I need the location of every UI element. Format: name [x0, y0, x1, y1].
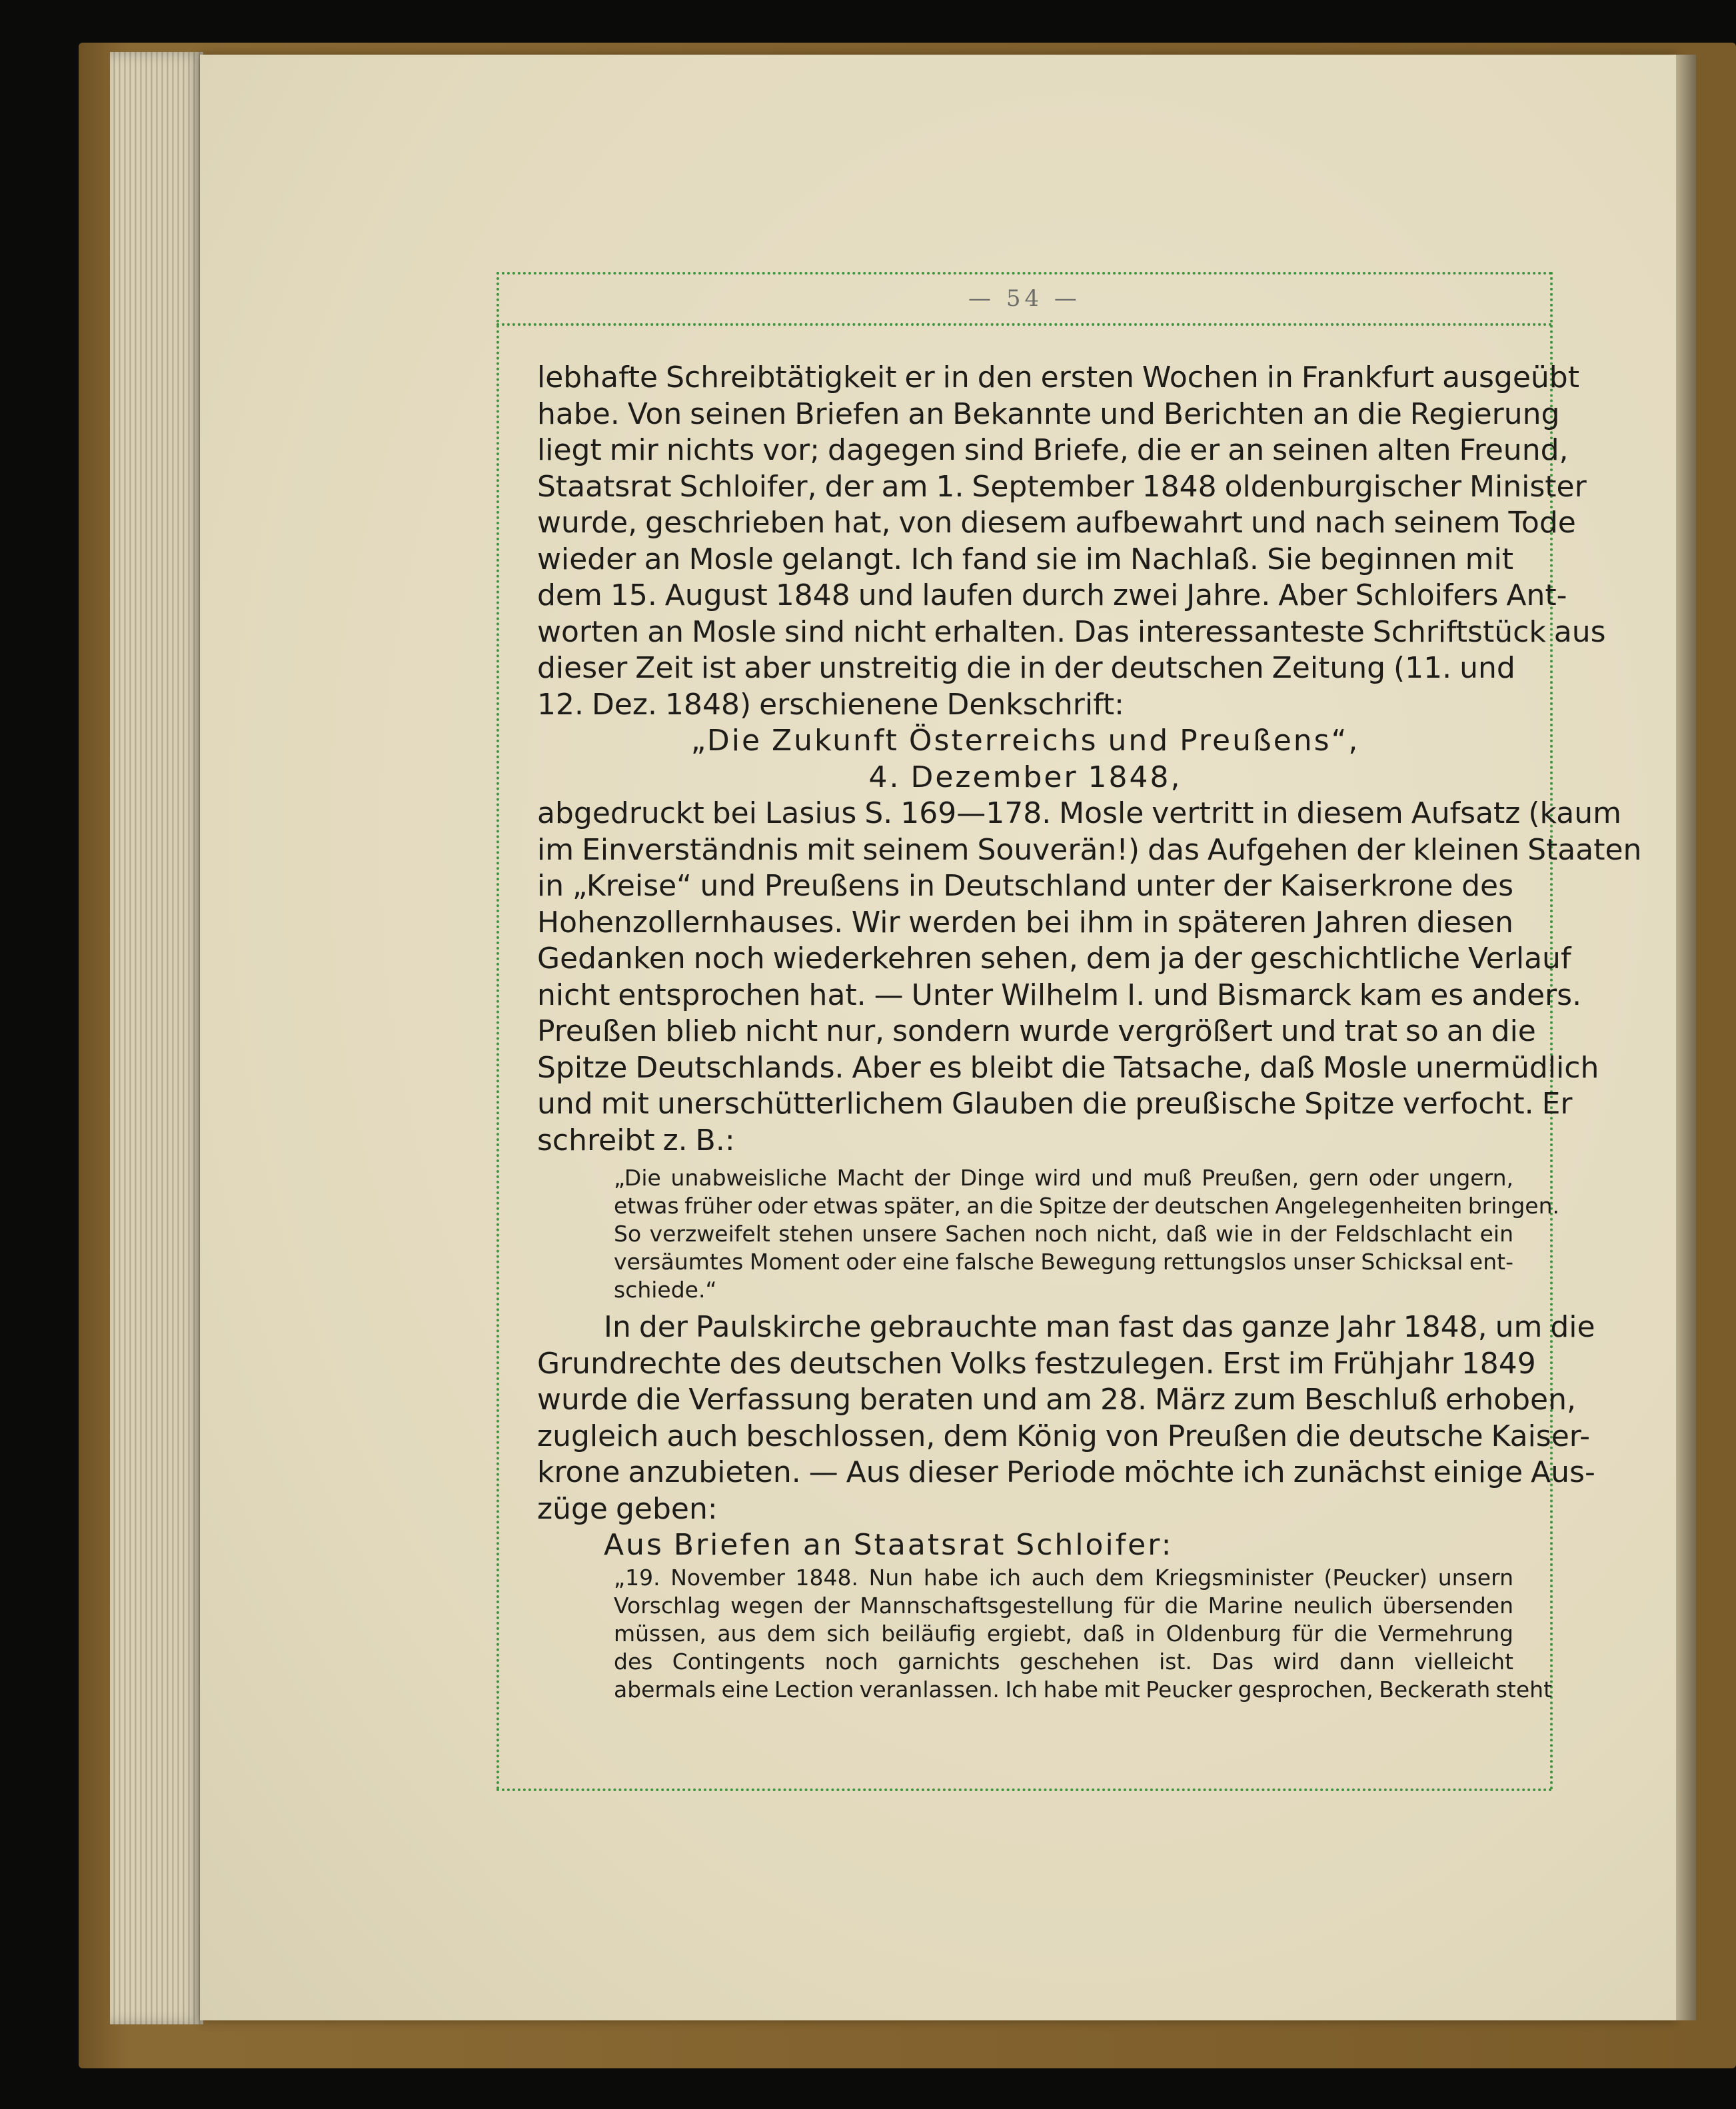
quote-line: abermals eine Lection veranlassen. Ich habe mit Peucker gesprochen, Beckerath steht [614, 1676, 1553, 1703]
text-line: wurde, geschrieben hat, von diesem aufbewahrt und nach seinem Tode [537, 506, 1576, 540]
page-number: — 54 — [968, 285, 1081, 312]
text-line: züge geben: [537, 1491, 718, 1526]
text-line: und mit unerschütterlichem Glauben die preußische Spitze verfocht. Er [537, 1087, 1573, 1121]
text-line: Grundrechte des deutschen Volks festzulegen. Erst im Frühjahr 1849 [537, 1346, 1536, 1381]
text-line: Preußen blieb nicht nur, sondern wurde vergrößert und trat so an die [537, 1014, 1536, 1048]
text-line: liegt mir nichts vor; dagegen sind Briefe, die er an seinen alten Freund, [537, 433, 1569, 467]
text-line: schreibt z. B.: [537, 1123, 735, 1157]
quote-line: etwas früher oder etwas später, an die Spitze der deutschen Angelegenheiten bringen. [614, 1193, 1559, 1219]
quote-line: So verzweifelt stehen unsere Sachen noch nicht, daß wie in der Feldschlacht ein [614, 1221, 1513, 1247]
text-line: Gedanken noch wiederkehren sehen, dem ja der geschichtliche Verlauf [537, 942, 1571, 976]
text-line: dem 15. August 1848 und laufen durch zwei Jahre. Aber Schloifers Ant- [537, 578, 1567, 612]
text-line: In der Paulskirche gebrauchte man fast das ganze Jahr 1848, um die [604, 1310, 1595, 1344]
quote-line: des Contingents noch garnichts geschehen ist. Das wird dann vielleicht [614, 1648, 1513, 1675]
header-rule [496, 323, 1553, 326]
text-line: zugleich auch beschlossen, dem König von Preußen die deutsche Kaiser- [537, 1419, 1590, 1453]
text-line: nicht entsprochen hat. — Unter Wilhelm I. und Bismarck kam es anders. [537, 978, 1582, 1012]
text-line: habe. Von seinen Briefen an Bekannte und Berichten an die Regierung [537, 396, 1560, 431]
memo-title: „Die Zukunft Österreichs und Preußens“, [690, 724, 1360, 758]
text-line: Hohenzollernhauses. Wir werden bei ihm in späteren Jahren diesen [537, 905, 1513, 940]
text-line: dieser Zeit ist aber unstreitig die in der deutschen Zeitung (11. und [537, 651, 1515, 685]
quote-line: „19. November 1848. Nun habe ich auch dem Kriegsminister (Peucker) unsern [614, 1564, 1513, 1591]
text-line: krone anzubieten. — Aus dieser Periode möchte ich zunächst einige Aus- [537, 1455, 1595, 1489]
quote-line: versäumtes Moment oder eine falsche Bewegung rettungslos unser Schicksal ent- [614, 1249, 1513, 1275]
quote-line: müssen, aus dem sich beiläufig ergiebt, daß in Oldenburg für die Vermehrung [614, 1620, 1513, 1647]
text-line: worten an Mosle sind nicht erhalten. Das interessanteste Schriftstück aus [537, 614, 1606, 649]
section-heading: Aus Briefen an Staatsrat Schloifer: [604, 1528, 1174, 1562]
text-line: Staatsrat Schloifer, der am 1. September 1848 oldenburgischer Minister [537, 469, 1587, 504]
memo-date: 4. Dezember 1848, [868, 760, 1182, 794]
quote-line: „Die unabweisliche Macht der Dinge wird und muß Preußen, gern oder ungern, [614, 1165, 1513, 1191]
page-body [537, 360, 1642, 1704]
text-line: abgedruckt bei Lasius S. 169—178. Mosle vertritt in diesem Aufsatz (kaum [537, 796, 1621, 830]
text-line: wurde die Verfassung beraten und am 28. März zum Beschluß erhoben, [537, 1383, 1576, 1417]
text-line: in „Kreise“ und Preußens in Deutschland unter der Kaiserkrone des [537, 869, 1513, 903]
text-line: Spitze Deutschlands. Aber es bleibt die Tatsache, daß Mosle unermüdlich [537, 1050, 1599, 1085]
text-line: im Einverständnis mit seinem Souverän!) das Aufgehen der kleinen Staaten [537, 832, 1642, 867]
quote-line: schiede.“ [614, 1277, 717, 1303]
page-edges [110, 52, 203, 2024]
text-line: 12. Dez. 1848) erschienene Denkschrift: [537, 687, 1124, 722]
text-line: wieder an Mosle gelangt. Ich fand sie im Nachlaß. Sie beginnen mit [537, 542, 1513, 576]
quote-line: Vorschlag wegen der Mannschaftsgestellung für die Marine neulich übersenden [614, 1592, 1513, 1619]
text-line: lebhafte Schreibtätigkeit er in den ersten Wochen in Frankfurt ausgeübt [537, 360, 1579, 394]
